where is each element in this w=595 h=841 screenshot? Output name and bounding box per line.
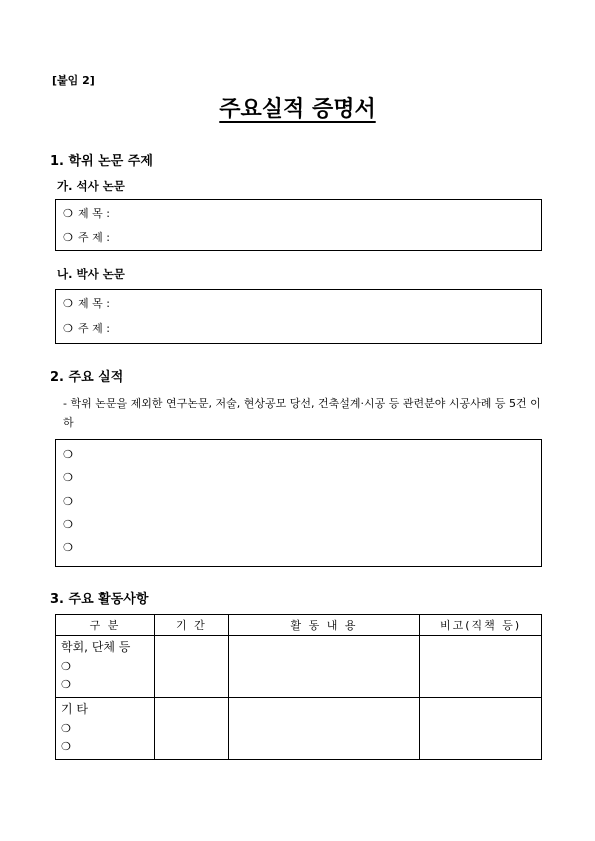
masters-topic-row bbox=[63, 229, 110, 245]
achievement-item bbox=[63, 448, 78, 461]
table-header-row bbox=[56, 615, 542, 636]
period-cell bbox=[154, 636, 228, 698]
remarks-cell bbox=[420, 636, 542, 698]
period-cell bbox=[154, 698, 228, 760]
circle-bullet-icon: ❍ bbox=[63, 471, 73, 484]
circle-bullet-icon: ❍ bbox=[63, 495, 73, 508]
doctoral-topic-row bbox=[63, 320, 110, 336]
category-cell bbox=[56, 636, 155, 698]
doctoral-heading: 나. 박사 논문 bbox=[57, 267, 125, 281]
circle-bullet-icon: ❍ bbox=[61, 740, 71, 753]
category-cell bbox=[56, 698, 155, 760]
column-header: 비고(직책 등) bbox=[420, 615, 542, 636]
circle-bullet-icon: ❍ bbox=[61, 660, 71, 673]
circle-bullet-icon: ❍ bbox=[63, 231, 73, 244]
circle-bullet-icon: ❍ bbox=[63, 207, 73, 220]
masters-heading: 가. 석사 논문 bbox=[57, 179, 125, 193]
activities-table bbox=[55, 614, 542, 760]
masters-subject-row bbox=[63, 205, 110, 221]
doctoral-subject-label: 제 목 : bbox=[78, 297, 110, 310]
achievements-box bbox=[55, 439, 542, 567]
circle-bullet-icon: ❍ bbox=[61, 678, 71, 691]
category-label: 기 타 bbox=[61, 702, 88, 716]
achievement-item bbox=[63, 541, 78, 554]
page-title: 주요실적 증명서 bbox=[219, 97, 376, 122]
column-header: 기 간 bbox=[154, 615, 228, 636]
column-header: 활 동 내 용 bbox=[228, 615, 420, 636]
column-header: 구 분 bbox=[56, 615, 155, 636]
circle-bullet-icon: ❍ bbox=[63, 518, 73, 531]
circle-bullet-icon: ❍ bbox=[63, 322, 73, 335]
masters-topic-label: 주 제 : bbox=[78, 231, 110, 244]
attachment-label: [붙임 2] bbox=[52, 74, 95, 87]
circle-bullet-icon: ❍ bbox=[63, 448, 73, 461]
section3-heading: 3. 주요 활동사항 bbox=[50, 592, 149, 607]
achievement-item bbox=[63, 495, 78, 508]
section2-note: - 학위 논문을 제외한 연구논문, 저술, 현상공모 당선, 건축설계·시공 등 관련분야 시공사례 등 5건 이하 bbox=[63, 397, 541, 429]
activity-cell bbox=[228, 698, 420, 760]
doctoral-subject-row bbox=[63, 295, 110, 311]
circle-bullet-icon: ❍ bbox=[63, 297, 73, 310]
category-label: 학회, 단체 등 bbox=[61, 640, 131, 654]
doctoral-topic-label: 주 제 : bbox=[78, 322, 110, 335]
achievement-item bbox=[63, 471, 78, 484]
circle-bullet-icon: ❍ bbox=[61, 722, 71, 735]
activity-cell bbox=[228, 636, 420, 698]
achievement-item bbox=[63, 518, 78, 531]
doctoral-box bbox=[55, 289, 542, 344]
section1-heading: 1. 학위 논문 주제 bbox=[50, 154, 153, 169]
circle-bullet-icon: ❍ bbox=[63, 541, 73, 554]
remarks-cell bbox=[420, 698, 542, 760]
masters-subject-label: 제 목 : bbox=[78, 207, 110, 220]
table-row bbox=[56, 698, 542, 760]
section2-heading: 2. 주요 실적 bbox=[50, 370, 124, 385]
masters-box bbox=[55, 199, 542, 251]
table-row bbox=[56, 636, 542, 698]
